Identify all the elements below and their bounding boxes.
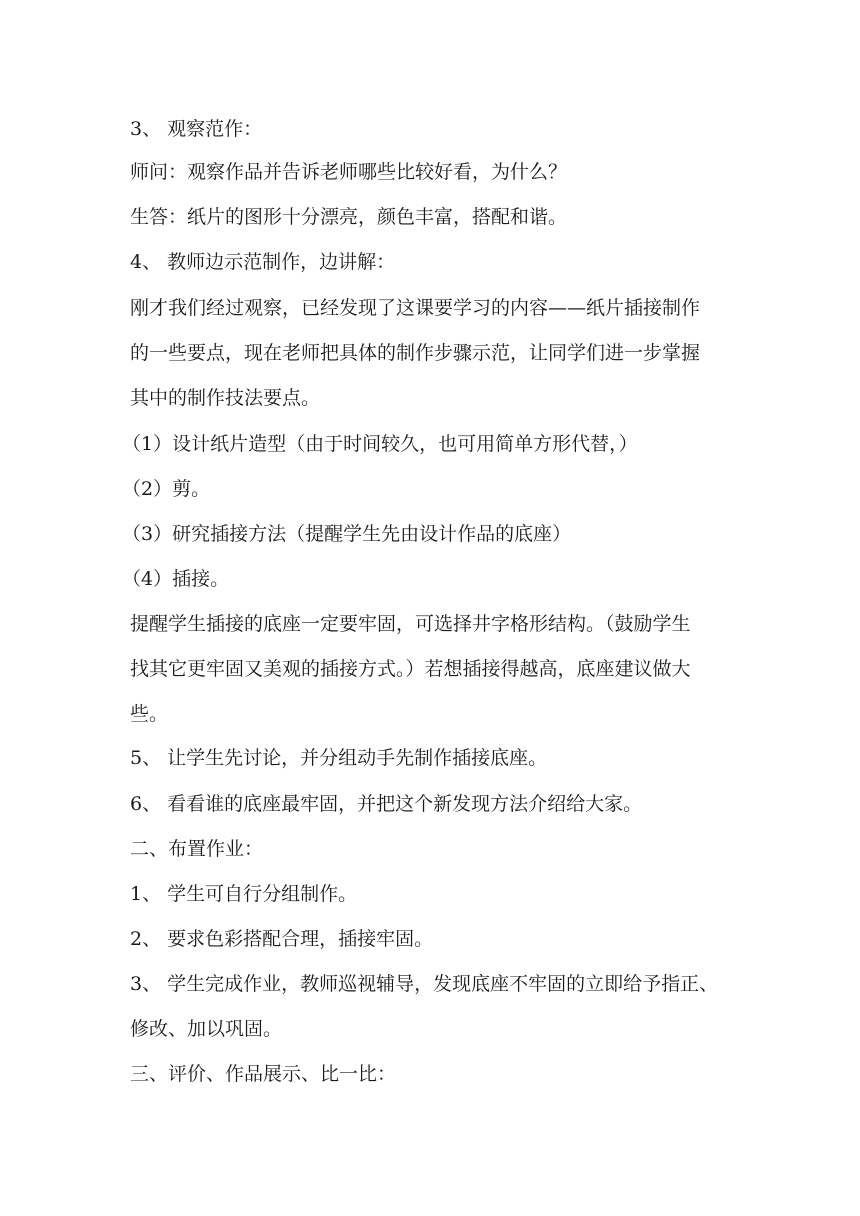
paragraph-line: 些。 (130, 703, 169, 725)
section-3-heading: 三、评价、作品展示、比一比： (130, 1063, 397, 1085)
paragraph-line: 刚才我们经过观察，已经发现了这课要学习的内容——纸片插接制作 (130, 297, 701, 319)
homework-item-3: 3、 学生完成作业，教师巡视辅导，发现底座不牢固的立即给予指正、 (130, 973, 719, 995)
student-answer: 生答：纸片的图形十分漂亮，颜色丰富，搭配和谐。 (130, 206, 568, 228)
substep-3: （3）研究插接方法（提醒学生先由设计作品的底座） (122, 523, 572, 545)
section-2-heading: 二、布置作业： (130, 838, 264, 860)
substep-4: （4）插接。 (122, 568, 230, 590)
step-5: 5、 让学生先讨论，并分组动手先制作插接底座。 (130, 747, 548, 769)
step-4-heading: 4、 教师边示范制作，边讲解： (130, 251, 396, 273)
substep-2: （2）剪。 (122, 478, 211, 500)
paragraph-line: 其中的制作技法要点。 (130, 387, 321, 409)
paragraph-line: 的一些要点，现在老师把具体的制作步骤示范，让同学们进一步掌握 (130, 342, 701, 364)
step-6: 6、 看看谁的底座最牢固，并把这个新发现方法介绍给大家。 (130, 793, 643, 815)
homework-item-2: 2、 要求色彩搭配合理，插接牢固。 (130, 928, 434, 950)
paragraph-line: 找其它更牢固又美观的插接方式。）若想插接得越高，底座建议做大 (130, 658, 691, 680)
homework-item-3-cont: 修改、加以巩固。 (130, 1018, 283, 1040)
step-3-heading: 3、 观察范作： (130, 118, 263, 140)
homework-item-1: 1、 学生可自行分组制作。 (130, 883, 358, 905)
substep-1: （1）设计纸片造型（由于时间较久，也可用简单方形代替，） (122, 433, 638, 455)
paragraph-line: 提醒学生插接的底座一定要牢固，可选择井字格形结构。（鼓励学生 (130, 613, 691, 635)
teacher-question: 师问：观察作品并告诉老师哪些比较好看，为什么？ (130, 161, 568, 183)
